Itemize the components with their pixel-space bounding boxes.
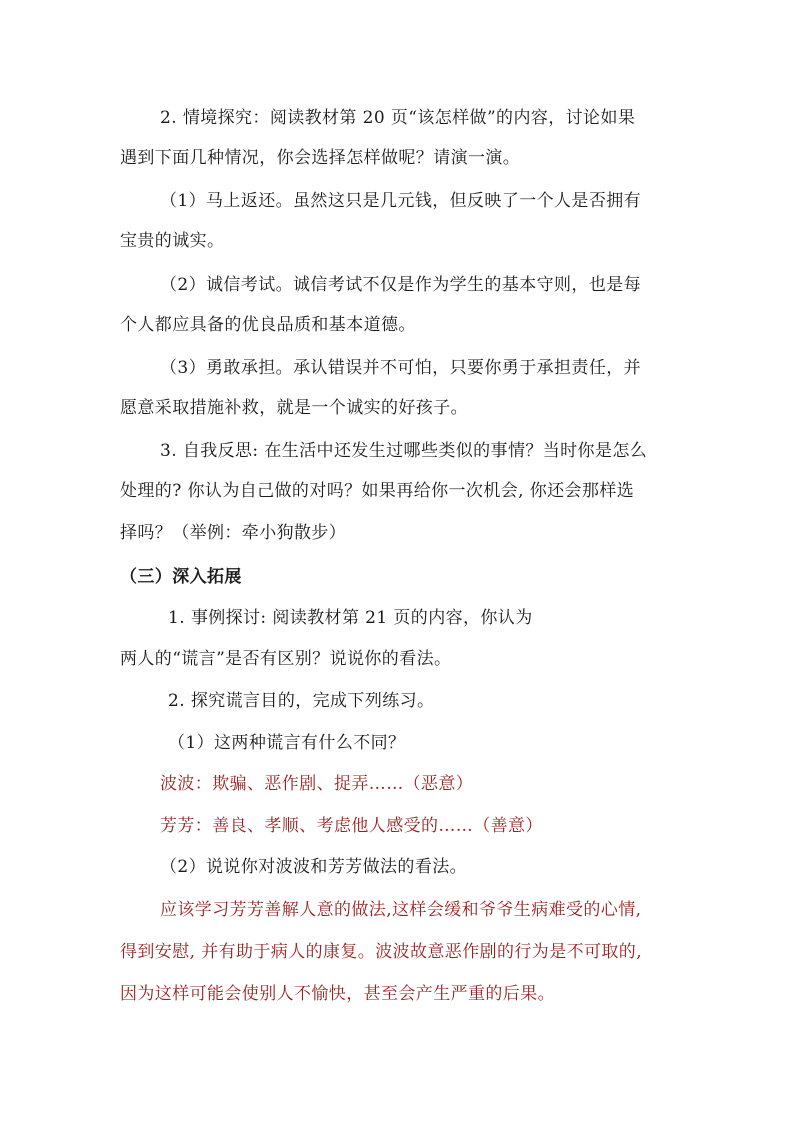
item-return-line-1: （1）马上返还。虽然这只是几元钱，但反映了一个人是否拥有	[160, 191, 642, 211]
answer-bobo: 波波：欺骗、恶作剧、捉弄……（恶意）	[160, 774, 474, 794]
paragraph-case-study-line-2: 两人的“谎言”是否有区别？说说你的看法。	[120, 649, 452, 669]
question-opinion: （2）说说你对波波和芳芳做法的看法。	[160, 857, 468, 877]
item-return-line-2: 宝贵的诚实。	[120, 231, 225, 251]
answer-opinion-line-2: 得到安慰, 并有助于病人的康复。波波故意恶作剧的行为是不可取的,	[120, 942, 643, 962]
item-honest-exam-line-1: （2）诚信考试。诚信考试不仅是作为学生的基本守则，也是每	[160, 275, 642, 295]
answer-opinion-line-3: 因为这样可能会使别人不愉快，甚至会产生严重的后果。	[120, 984, 555, 1004]
paragraph-situation-inquiry-line-1: 2. 情境探究：阅读教材第 20 页“该怎样做”的内容，讨论如果	[160, 108, 636, 128]
item-take-responsibility-line-2: 愿意采取措施补救，就是一个诚实的好孩子。	[120, 398, 468, 418]
paragraph-case-study-line-1: 1. 事例探讨: 阅读教材第 21 页的内容，你认为	[168, 608, 533, 628]
item-honest-exam-line-2: 个人都应具备的优良品质和基本道德。	[120, 315, 416, 335]
item-take-responsibility-line-1: （3）勇敢承担。承认错误并不可怕，只要你勇于承担责任，并	[160, 358, 642, 378]
paragraph-self-reflection-line-1: 3. 自我反思: 在生活中还发生过哪些类似的事情？当时你是怎么	[160, 441, 648, 461]
paragraph-self-reflection-line-3: 择吗？（举例：牵小狗散步）	[120, 523, 347, 543]
paragraph-lie-purpose: 2. 探究谎言目的，完成下列练习。	[168, 691, 435, 711]
section-heading-deep-extension: （三）深入拓展	[120, 567, 242, 587]
question-lie-difference: （1）这两种谎言有什么不同？	[168, 733, 406, 753]
paragraph-situation-inquiry-line-2: 遇到下面几种情况，你会选择怎样做呢？请演一演。	[120, 148, 521, 168]
paragraph-self-reflection-line-2: 处理的? 你认为自己做的对吗？如果再给你一次机会, 你还会那样选	[120, 481, 635, 501]
answer-fangfang: 芳芳：善良、孝顺、考虑他人感受的……（善意）	[160, 816, 543, 836]
answer-opinion-line-1: 应该学习芳芳善解人意的做法,这样会缓和爷爷生病难受的心情,	[160, 900, 642, 920]
